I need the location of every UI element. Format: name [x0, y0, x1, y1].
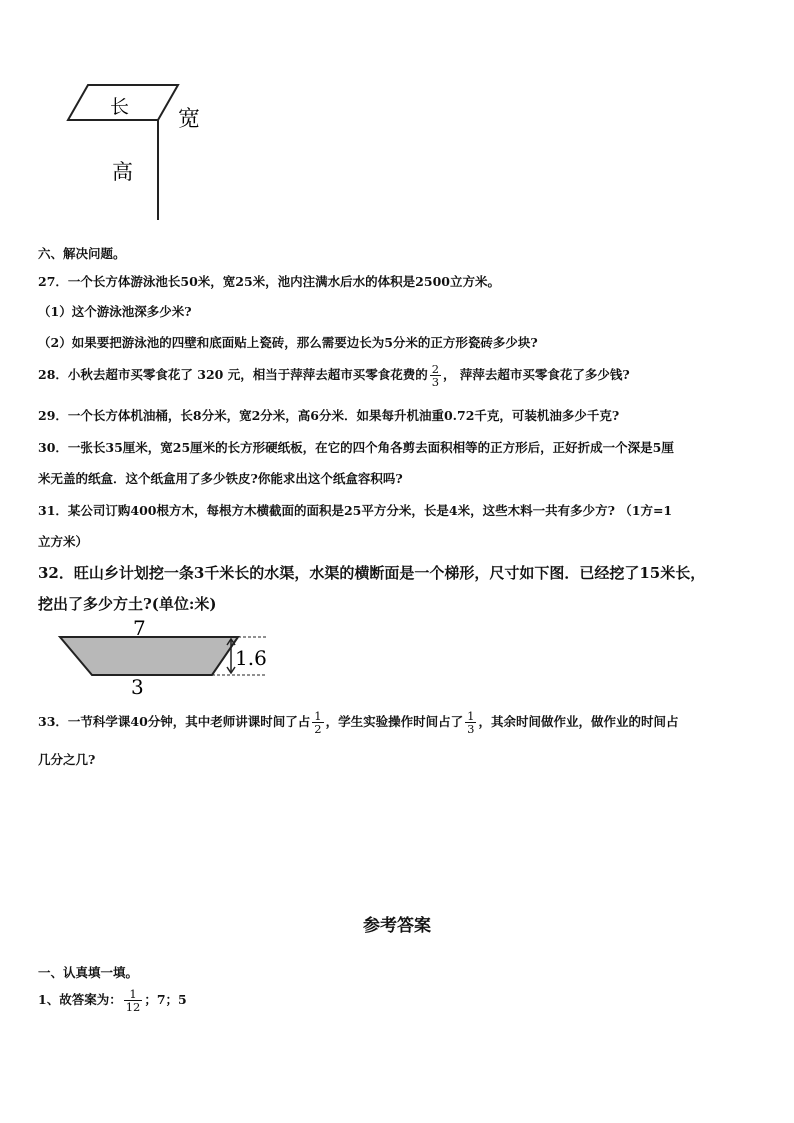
trapezoid-shape — [60, 637, 238, 675]
question-33-part3: ，其余时间做作业，做作业的时间占 — [478, 714, 679, 729]
question-27-sub2: （2）如果要把游泳池的四壁和底面贴上瓷砖，那么需要边长为5分米的正方形瓷砖多少块? — [38, 335, 538, 350]
answer-1-prefix: 1、故答案为： — [38, 992, 122, 1007]
question-30-line1: 30．一张长35厘米，宽25厘米的长方形硬纸板，在它的四个角各剪去面积相等的正方形后，正好折成一个深是5厘 — [38, 440, 674, 455]
fraction-numerator: 2 — [431, 361, 440, 376]
question-28 — [38, 358, 630, 392]
section-heading: 六、解决问题。 — [38, 246, 126, 261]
question-29: 29．一个长方体机油桶，长8分米，宽2分米，高6分米．如果每升机油重0.72千克，可装机油多少千克? — [38, 408, 620, 423]
answers-title: 参考答案 — [363, 916, 431, 936]
fraction-denominator: 3 — [467, 722, 475, 736]
cuboid-diagram — [60, 75, 230, 225]
width-label: 宽 — [178, 107, 201, 132]
question-28-text-before: 28．小秋去超市买零食花了 320 元，相当于萍萍去超市买零食花费的 — [38, 367, 428, 382]
question-31-line1: 31．某公司订购400根方木，每根方木横截面的面积是25平方分米，长是4米，这些木料一共有多少方? （1方=1 — [38, 503, 673, 518]
question-30-line2: 米无盖的纸盒．这个纸盒用了多少铁皮?你能求出这个纸盒容积吗? — [38, 471, 403, 486]
fraction-numerator: 1 — [129, 986, 137, 1001]
fraction-one-half — [312, 710, 323, 735]
question-28-text-after: ， 萍萍去超市买零食花了多少钱? — [443, 367, 630, 382]
fraction-two-thirds — [430, 363, 441, 388]
fraction-denominator: 2 — [314, 722, 322, 736]
question-27-sub1: （1）这个游泳池深多少米? — [38, 304, 192, 319]
trapezoid-diagram — [55, 618, 275, 698]
question-33-part1: 33．一节科学课40分钟，其中老师讲课时间了占 — [38, 714, 311, 729]
question-33-line1 — [38, 702, 678, 742]
answer-1-suffix: ；7；5 — [144, 992, 187, 1007]
question-33-line2: 几分之几? — [38, 752, 96, 767]
question-31-line2: 立方米） — [38, 534, 89, 549]
height-value-label: 1.6 — [235, 646, 267, 670]
fraction-denominator: 3 — [431, 375, 440, 389]
question-33-part2: ，学生实验操作时间占了 — [325, 714, 464, 729]
fraction-one-third — [465, 710, 476, 735]
question-32-line1: 32．旺山乡计划挖一条3千米长的水渠，水渠的横断面是一个梯形，尺寸如下图．已经挖了15米长， — [38, 564, 706, 582]
fraction-numerator: 1 — [467, 708, 475, 723]
fraction-denominator: 12 — [125, 1000, 141, 1014]
length-label: 长 — [110, 96, 130, 118]
height-label: 高 — [112, 160, 133, 184]
answers-section-heading: 一、认真填一填。 — [38, 965, 139, 980]
bottom-base-label: 3 — [131, 675, 144, 698]
question-27: 27．一个长方体游泳池长50米，宽25米，池内注满水后水的体积是2500立方米。 — [38, 274, 500, 289]
top-base-label: 7 — [133, 618, 146, 640]
fraction-one-twelfth — [124, 988, 143, 1013]
answer-1 — [38, 982, 187, 1018]
question-32-line2: 挖出了多少方土?(单位:米) — [38, 595, 217, 613]
fraction-numerator: 1 — [314, 708, 322, 723]
